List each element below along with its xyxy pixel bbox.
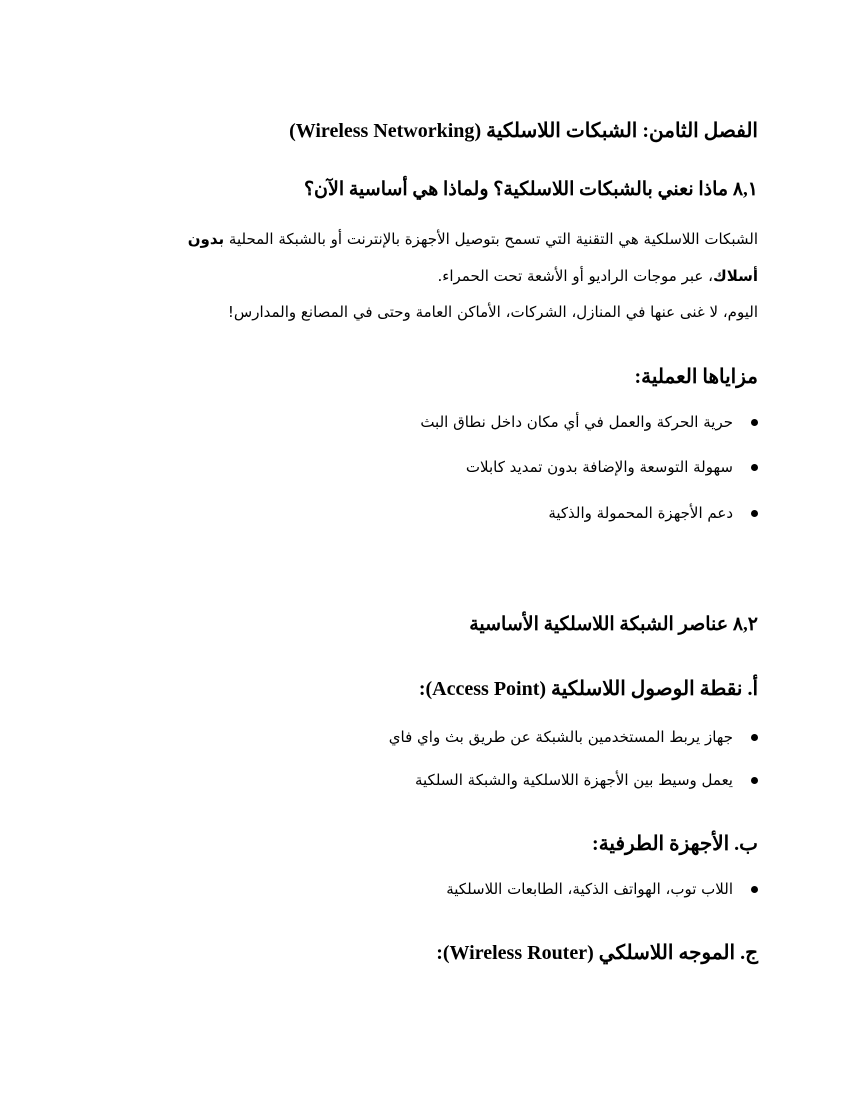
section-8-2-heading: ٨,٢ عناصر الشبكة اللاسلكية الأساسية [469, 614, 758, 635]
bullet-dot-icon [751, 777, 758, 784]
intro-paragraph-line-3: اليوم، لا غنى عنها في المنازل، الشركات، الأماكن العامة وحتى في المصانع والمدارس! [227, 303, 758, 321]
intro-paragraph-line-1 [188, 229, 758, 249]
list-item-text: سهولة التوسعة والإضافة بدون تمديد كابلات [465, 458, 733, 476]
advantages-heading: مزاياها العملية: [634, 366, 758, 388]
section-8-1-heading: ٨,١ ماذا نعني بالشبكات اللاسلكية؟ ولماذا هي أساسية الآن؟ [303, 179, 758, 200]
list-item-text: اللاب توب، الهواتف الذكية، الطابعات اللاسلكية [446, 880, 733, 898]
bullet-dot-icon [751, 419, 758, 426]
bullet-dot-icon [751, 510, 758, 517]
list-item [548, 504, 758, 522]
list-item [415, 771, 758, 789]
list-item-text: يعمل وسيط بين الأجهزة اللاسلكية والشبكة السلكية [414, 771, 733, 789]
list-item [389, 728, 758, 746]
intro-bold-without: بدون [187, 230, 225, 248]
bullet-dot-icon [751, 886, 758, 893]
list-item [466, 458, 758, 476]
intro-text-1: الشبكات اللاسلكية هي التقنية التي تسمح بتوصيل الأجهزة بالإنترنت أو بالشبكة المحلية [228, 230, 758, 248]
bullet-dot-icon [751, 734, 758, 741]
wireless-router-heading: ج. الموجه اللاسلكي (Wireless Router): [436, 942, 758, 964]
end-devices-heading: ب. الأجهزة الطرفية: [592, 833, 758, 855]
list-item [420, 413, 758, 431]
list-item [446, 880, 758, 898]
list-item-text: جهاز يربط المستخدمين بالشبكة عن طريق بث واي فاي [388, 728, 733, 746]
list-item-text: حرية الحركة والعمل في أي مكان داخل نطاق البث [420, 413, 733, 431]
intro-text-2: ، عبر موجات الراديو أو الأشعة تحت الحمراء. [437, 267, 713, 285]
intro-bold-wires: أسلاك [712, 267, 758, 285]
intro-paragraph-line-2 [438, 266, 758, 286]
access-point-heading: أ. نقطة الوصول اللاسلكية (Access Point): [418, 678, 758, 700]
chapter-title: الفصل الثامن: الشبكات اللاسلكية (Wireless Networking) [289, 120, 758, 142]
bullet-dot-icon [751, 464, 758, 471]
list-item-text: دعم الأجهزة المحمولة والذكية [548, 504, 733, 522]
